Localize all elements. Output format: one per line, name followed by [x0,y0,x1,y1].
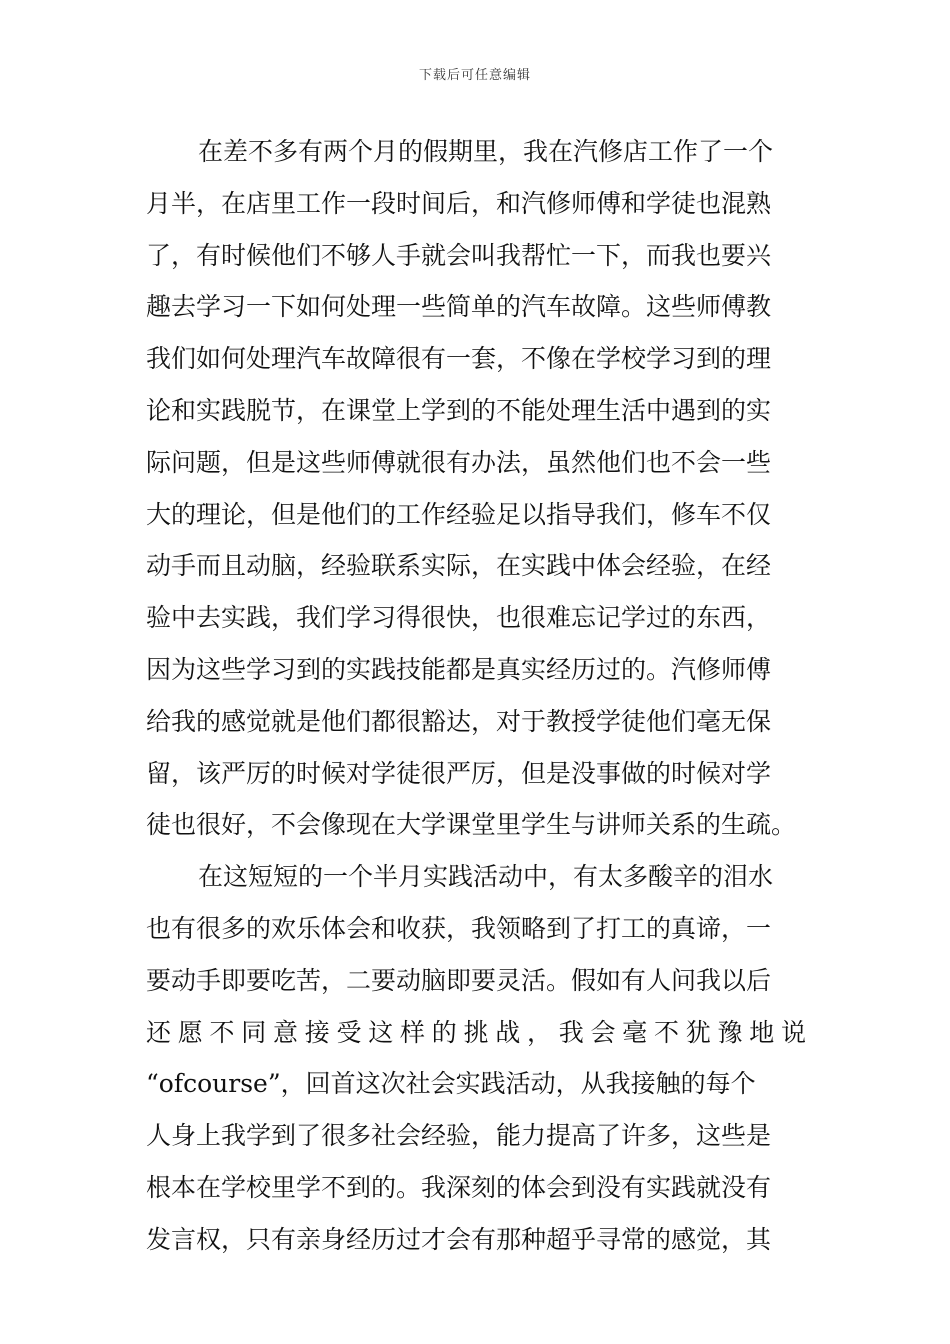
text-line: 在差不多有两个月的假期里，我在汽修店工作了一个 [198,137,774,166]
text-line: 动手而且动脑，经验联系实际，在实践中体会经验，在经 [146,551,772,581]
text-line: 了，有时候他们不够人手就会叫我帮忙一下，而我也要兴 [146,240,772,270]
text-line: 月半，在店里工作一段时间后，和汽修师傅和学徒也混熟 [146,188,772,218]
body-text [146,126,806,1266]
text-line: 也有很多的欢乐体会和收获，我领略到了打工的真谛，一 [146,913,772,943]
text-line: 因为这些学习到的实践技能都是真实经历过的。汽修师傅 [146,654,772,684]
text-line: 论和实践脱节，在课堂上学到的不能处理生活中遇到的实 [146,395,772,425]
page-header: 下载后可任意编辑 [418,68,531,83]
text-line: 还愿不同意接受这样的挑战，我会毫不犹豫地说 [146,1017,806,1047]
text-line: 徒也很好，不会像现在大学课堂里学生与讲师关系的生疏。 [146,810,797,840]
text-line: 根本在学校里学不到的。我深刻的体会到没有实践就没有 [146,1172,772,1202]
text-line: 我们如何处理汽车故障很有一套，不像在学校学习到的理 [146,344,772,374]
text-line: 发言权，只有亲身经历过才会有那种超乎寻常的感觉，其 [146,1224,772,1254]
text-line: 在这短短的一个半月实践活动中，有太多酸辛的泪水 [198,862,774,892]
text-line: “ofcourse”，回首这次社会实践活动，从我接触的每个 [146,1069,756,1099]
text-line: 验中去实践，我们学习得很快，也很难忘记学过的东西， [146,603,772,633]
text-line: 要动手即要吃苦，二要动脑即要灵活。假如有人问我以后 [146,965,772,995]
text-line: 留，该严厉的时候对学徒很严厉，但是没事做的时候对学 [146,758,772,788]
text-line: 人身上我学到了很多社会经验，能力提高了许多，这些是 [146,1121,772,1151]
text-line: 趣去学习一下如何处理一些简单的汽车故障。这些师傅教 [146,292,772,322]
text-line: 际问题，但是这些师傅就很有办法，虽然他们也不会一些 [146,447,772,477]
text-line: 给我的感觉就是他们都很豁达，对于教授学徒他们毫无保 [146,706,772,736]
text-line: 大的理论，但是他们的工作经验足以指导我们，修车不仅 [146,499,772,529]
